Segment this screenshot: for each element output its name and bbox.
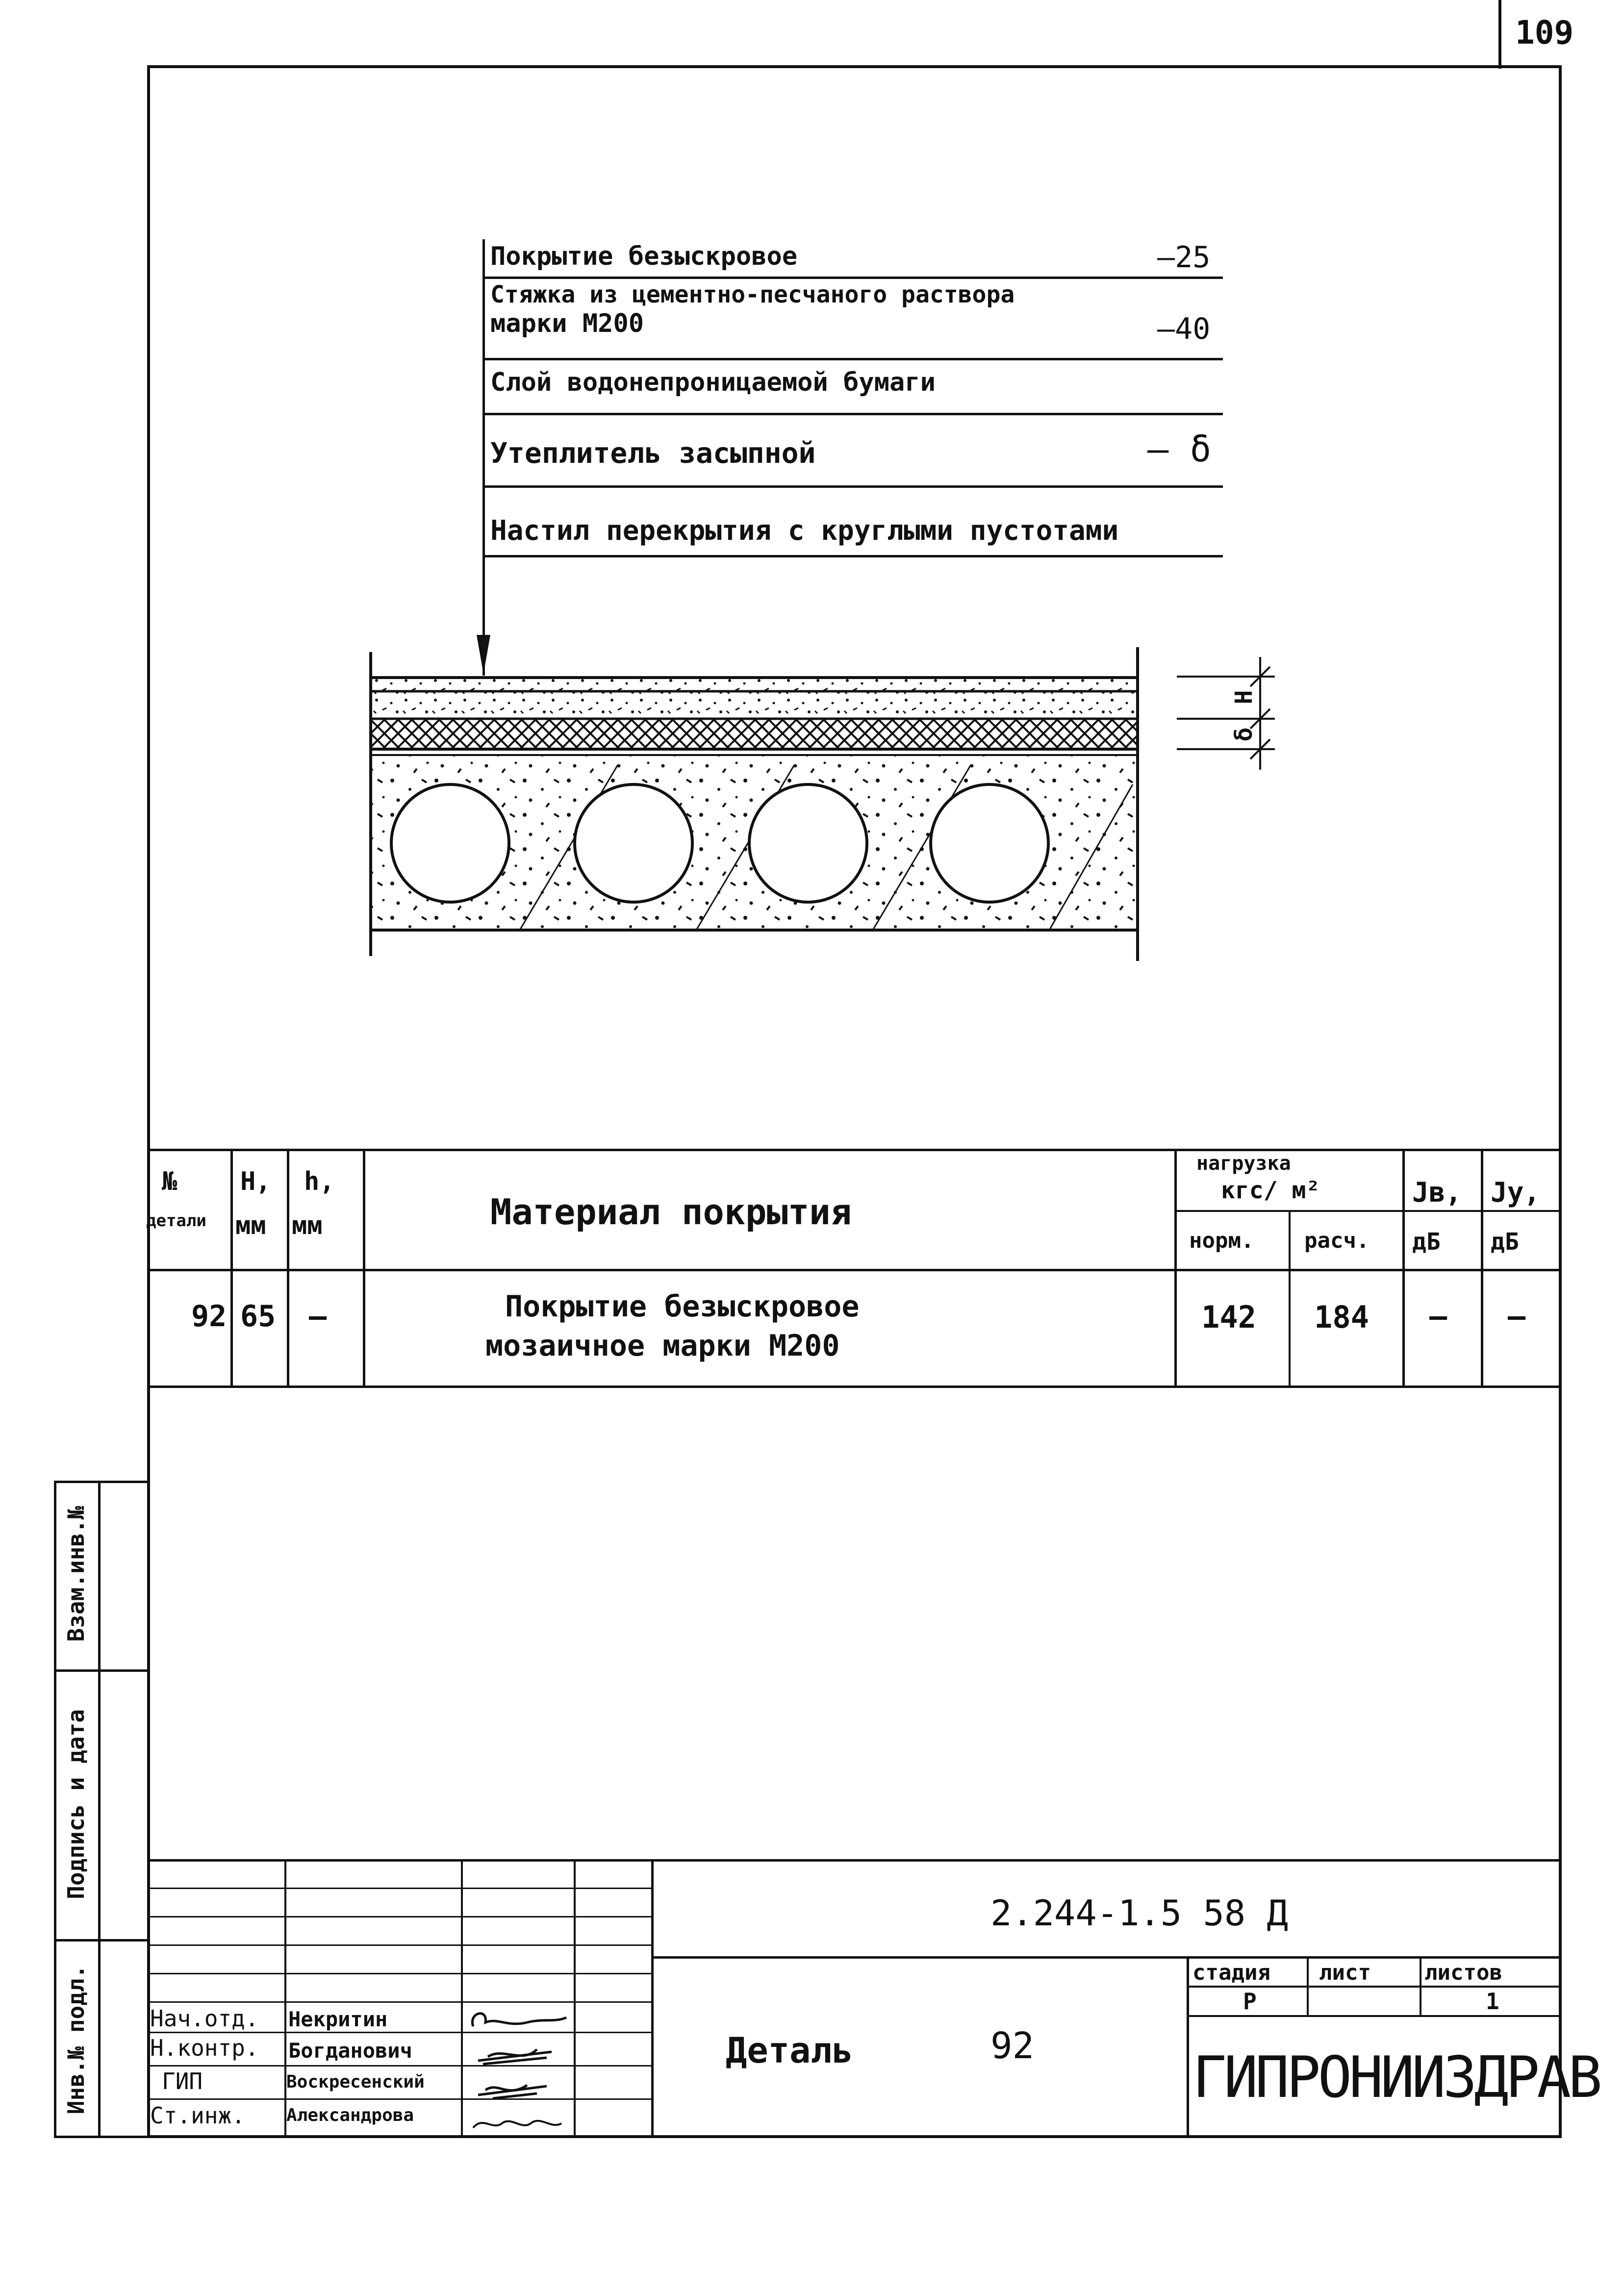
layer-divider — [485, 413, 1223, 415]
page-number-divider — [1498, 0, 1501, 69]
layer-divider — [485, 555, 1223, 557]
table-col-divider — [287, 1149, 289, 1387]
layer-divider — [485, 277, 1223, 279]
hdr-load-line1: нагрузка — [1196, 1152, 1291, 1175]
layer-divider — [485, 485, 1223, 488]
name-4: Александрова — [286, 2105, 414, 2125]
hdr-material: Материал покрытия — [490, 1191, 852, 1233]
title-block-row — [147, 2098, 652, 2100]
table-col-divider — [1289, 1210, 1291, 1387]
hdr-calc: расч. — [1304, 1228, 1370, 1253]
layer-2-thickness: –40 — [1157, 312, 1211, 346]
signature-3 — [478, 2085, 547, 2098]
floor-section-drawing — [343, 637, 1334, 981]
signature-1 — [472, 2014, 566, 2026]
signature-2 — [478, 2049, 552, 2064]
cell-H: 65 — [240, 1299, 276, 1334]
table-bottom-line — [147, 1386, 1562, 1388]
cell-material-line1: Покрытие безыскровое — [505, 1289, 860, 1324]
title-block-row — [1187, 2015, 1562, 2017]
table-col-divider — [1481, 1149, 1483, 1387]
sheets-value: 1 — [1486, 1988, 1499, 2015]
hdr-yv-line2: дБ — [1412, 1228, 1441, 1256]
hdr-yy-line2: дБ — [1491, 1228, 1519, 1256]
cell-yy: — — [1508, 1299, 1526, 1334]
layer-divider — [485, 358, 1223, 360]
layer-4-name: Утеплитель засыпной — [490, 436, 816, 470]
title-block-col — [1187, 1956, 1189, 2138]
hdr-norm: норм. — [1189, 1228, 1254, 1253]
title-block-top-line — [147, 1859, 1562, 1862]
page-number: 109 — [1515, 14, 1574, 51]
name-1: Некритин — [288, 2007, 388, 2031]
hdr-yy-line1: Jу, — [1491, 1177, 1541, 1209]
hdr-yv-line1: Jв, — [1412, 1177, 1462, 1209]
table-top-line — [147, 1149, 1562, 1151]
doc-code: 2.244-1.5 58 Д — [990, 1892, 1288, 1934]
dim-label-delta: δ — [1230, 727, 1258, 742]
table-col-divider — [1174, 1149, 1177, 1387]
slab-void — [391, 784, 509, 902]
title-block-col — [1420, 1956, 1421, 2016]
cell-yv: — — [1429, 1299, 1447, 1334]
callout-leader-line — [482, 239, 485, 676]
side-stamp-divider — [54, 1669, 147, 1672]
drawing-title: Деталь — [726, 2030, 854, 2071]
table-col-divider — [363, 1149, 365, 1387]
role-1: Нач.отд. — [150, 2005, 259, 2032]
organization: ГИПРОНИИЗДРАВ — [1193, 2044, 1599, 2111]
slab-void — [749, 784, 867, 902]
hdr-H-line1: H, — [240, 1167, 271, 1196]
slab-void — [575, 784, 692, 902]
signatures — [463, 2003, 574, 2138]
signature-4 — [473, 2121, 561, 2128]
role-4: Ст.инж. — [150, 2102, 245, 2129]
topping-layer — [371, 679, 1138, 690]
cell-norm: 142 — [1201, 1299, 1256, 1335]
table-subheader-line — [1176, 1210, 1562, 1212]
name-3: Воскресенский — [286, 2072, 425, 2092]
stage-value: Р — [1243, 1988, 1257, 2015]
title-block-row — [147, 1888, 652, 1889]
cell-no: 92 — [191, 1299, 227, 1334]
hdr-no-line1: № — [162, 1167, 178, 1196]
table-header-bottom-line — [147, 1269, 1562, 1271]
hdr-load-line2: кгс/ м² — [1221, 1177, 1320, 1204]
title-block-row — [147, 2032, 652, 2033]
layer-1-thickness: –25 — [1157, 240, 1211, 275]
layer-1-name: Покрытие безыскровое — [490, 242, 798, 271]
cell-calc: 184 — [1314, 1299, 1369, 1335]
role-3: ГИП — [162, 2068, 203, 2094]
title-block-col — [651, 1859, 654, 2138]
side-stamp-podpis: Подпись и дата — [63, 1709, 89, 1899]
side-stamp-vzam: Взам.инв.№ — [63, 1506, 89, 1642]
title-block-col — [574, 1859, 576, 2138]
cell-h: — — [309, 1299, 327, 1334]
layer-5-name: Настил перекрытия с круглыми пустотами — [490, 515, 1119, 547]
side-stamp-inv-podl: Инв.№ подл. — [63, 1965, 89, 2115]
side-stamp-divider — [54, 1939, 147, 1941]
hdr-H-line2: мм — [235, 1211, 266, 1240]
stage-label: стадия — [1193, 1960, 1270, 1985]
layer-3-name: Слой водонепроницаемой бумаги — [490, 368, 936, 397]
hdr-no-line2: детали — [146, 1211, 206, 1231]
title-block-row — [147, 1916, 652, 1917]
dim-label-h: H — [1230, 690, 1258, 705]
title-block-col — [284, 1859, 286, 2138]
title-block-code-line — [652, 1956, 1562, 1959]
title-block-row — [147, 1973, 652, 1974]
sheet-label: лист — [1319, 1960, 1371, 1985]
name-2: Богданович — [288, 2039, 412, 2063]
side-stamp-divider — [98, 1481, 101, 2138]
title-block-col — [1307, 1956, 1309, 2016]
cell-material-line2: мозаичное марки М200 — [485, 1329, 840, 1363]
title-block-row — [1187, 1986, 1562, 1988]
role-2: Н.контр. — [150, 2035, 259, 2061]
layer-4-thickness: – δ — [1147, 429, 1212, 470]
title-block-row — [147, 1944, 652, 1946]
title-block-row — [147, 2001, 652, 2003]
hdr-h-line1: h, — [304, 1167, 335, 1196]
drawing-detail-no: 92 — [990, 2025, 1035, 2067]
table-col-divider — [230, 1149, 233, 1387]
title-block-row — [147, 2065, 652, 2067]
title-block-col — [461, 1859, 463, 2138]
slab-void — [931, 784, 1048, 902]
screed-layer — [371, 692, 1138, 718]
sheets-label: листов — [1424, 1960, 1502, 1985]
hdr-h-line2: мм — [292, 1211, 323, 1240]
layer-2-name-line2: марки М200 — [490, 309, 644, 338]
layer-2-name-line1: Стяжка из цементно-песчаного раствора — [490, 281, 1015, 308]
insulation-layer — [371, 720, 1138, 749]
table-col-divider — [1402, 1149, 1405, 1387]
